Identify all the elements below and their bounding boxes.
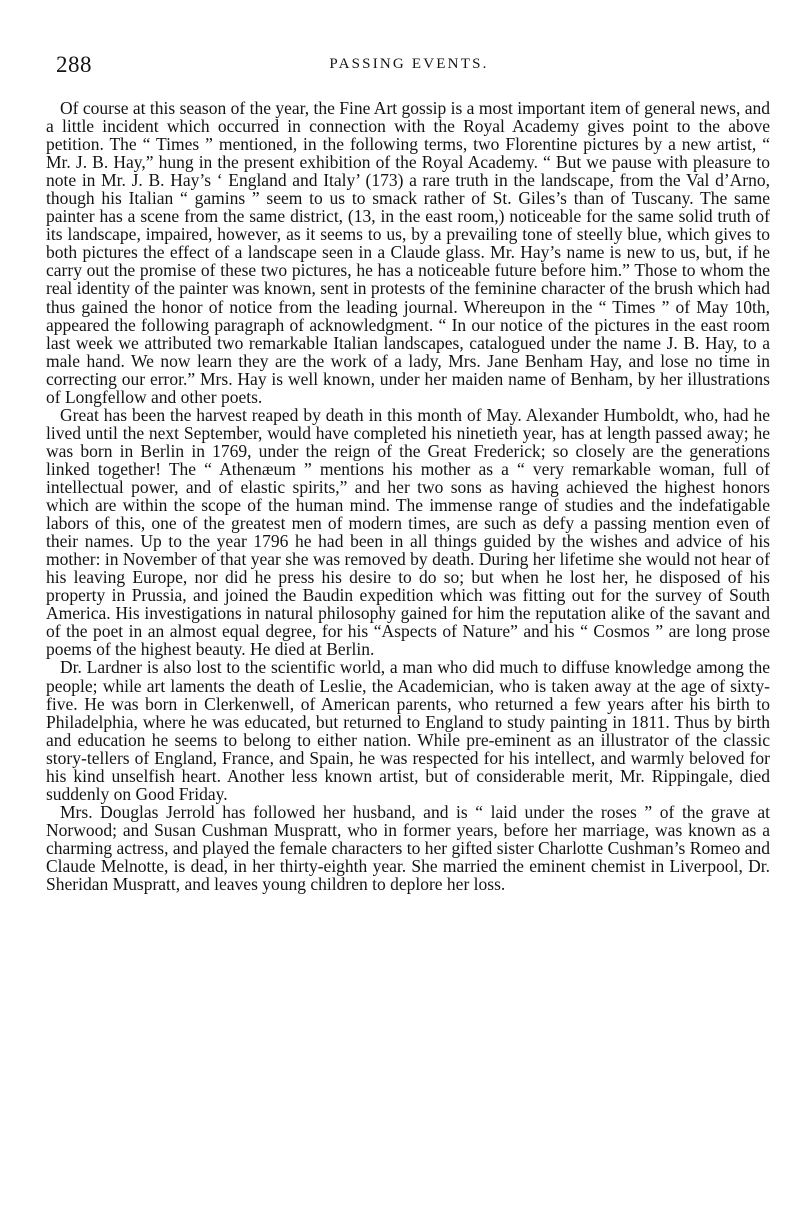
page-header <box>56 52 750 78</box>
article-body <box>46 99 770 893</box>
paragraph-lardner-leslie: Dr. Lardner is also lost to the scientific world, a man who did much to diffuse knowledge among the people; while art laments the death of Leslie, the Academician, who is taken away at the age of sixty-five. He was born in Clerkenwell, of American parents, who returned a few years after his birth to Philadelphia, where he was educated, but returned to England to study painting in 1811. Thus by birth and education he seems to belong to either nation. While pre-eminent as an illustrator of the classic story-tellers of England, France, and Spain, he was respected for his intellect, and warmly beloved for his kind unselfish heart. Another less known artist, but of considerable merit, Mr. Rippingale, died suddenly on Good Friday. <box>46 657 770 804</box>
page-number: 288 <box>56 52 92 77</box>
paragraph-fine-art-gossip: Of course at this season of the year, the Fine Art gossip is a most important item of general news, and a little incident which occurred in connection with the Royal Academy gives point to the above petition. The “ Times ” mentioned, in the following terms, two Florentine pictures by a new artist, “ Mr. J. B. Hay,” hung in the present exhibition of the Royal Academy. “ But we pause with pleasure to note in Mr. J. B. Hay’s ‘ England and Italy’ (173) a rare truth in the landscape, from the Val d’Arno, though his Italian “ gamins ” seem to us to smack rather of St. Giles’s than of Tuscany. The same painter has a scene from the same district, (13, in the east room,) noticeable for the same solid truth of its landscape, impaired, however, as it seems to us, by a prevailing tone of steelly blue, which gives to both pictures the effect of a landscape seen in a Claude glass. Mr. Hay’s name is new to us, but, if he carry out the promise of these two pictures, he has a noticeable future before him.” Those to whom the real identity of the painter was known, sent in protests of the feminine character of the brush which had thus gained the honor of notice from the leading journal. Whereupon in the “ Times ” of May 10th, appeared the following paragraph of acknowledgment. “ In our notice of the pictures in the east room last week we attributed two remarkable Italian landscapes, catalogued under the name J. B. Hay, to a male hand. We now learn they are the work of a lady, Mrs. Jane Benham Hay, and lose no time in correcting our error.” Mrs. Hay is well known, under her maiden name of Benham, by her illustrations of Longfellow and other poets. <box>46 98 770 407</box>
paragraph-jerrold-muspratt: Mrs. Douglas Jerrold has followed her husband, and is “ laid under the roses ” of the grave at Norwood; and Susan Cushman Muspratt, who in former years, before her marriage, was known as a charming actress, and played the female characters to her gifted sister Charlotte Cushman’s Romeo and Claude Melnotte, is dead, in her thirty-eighth year. She married the eminent chemist in Liverpool, Dr. Sheridan Muspratt, and leaves young children to deplore her loss. <box>46 801 770 895</box>
paragraph-humboldt: Great has been the harvest reaped by death in this month of May. Alexander Humboldt, who, had he lived until the next September, would have completed his ninetieth year, has at length passed away; he was born in Berlin in 1769, under the reign of the Great Frederick; so closely are the generations linked together! The “ Athenæum ” mentions his mother as a “ very remarkable woman, full of intellectual power, and of elastic spirits,” and her two sons as having achieved the highest honors which are within the scope of the human mind. The immense range of studies and the indefatigable labors of this, one of the greatest men of modern times, are such as defy a passing mention even of their names. Up to the year 1796 he had been in all things guided by the wishes and advice of his mother: in November of that year she was removed by death. During her lifetime she would not hear of his leaving Europe, nor did he press his desire to do so; but when he lost her, he disposed of his property in Prussia, and joined the Baudin expedition which was fitting out for the survey of South America. His investigations in natural philosophy gained for him the reputation alike of the savant and of the poet in an almost equal degree, for his “Aspects of Nature” and his “ Cosmos ” are long prose poems of the highest beauty. He died at Berlin. <box>46 404 770 660</box>
running-title: PASSING EVENTS. <box>329 56 489 72</box>
